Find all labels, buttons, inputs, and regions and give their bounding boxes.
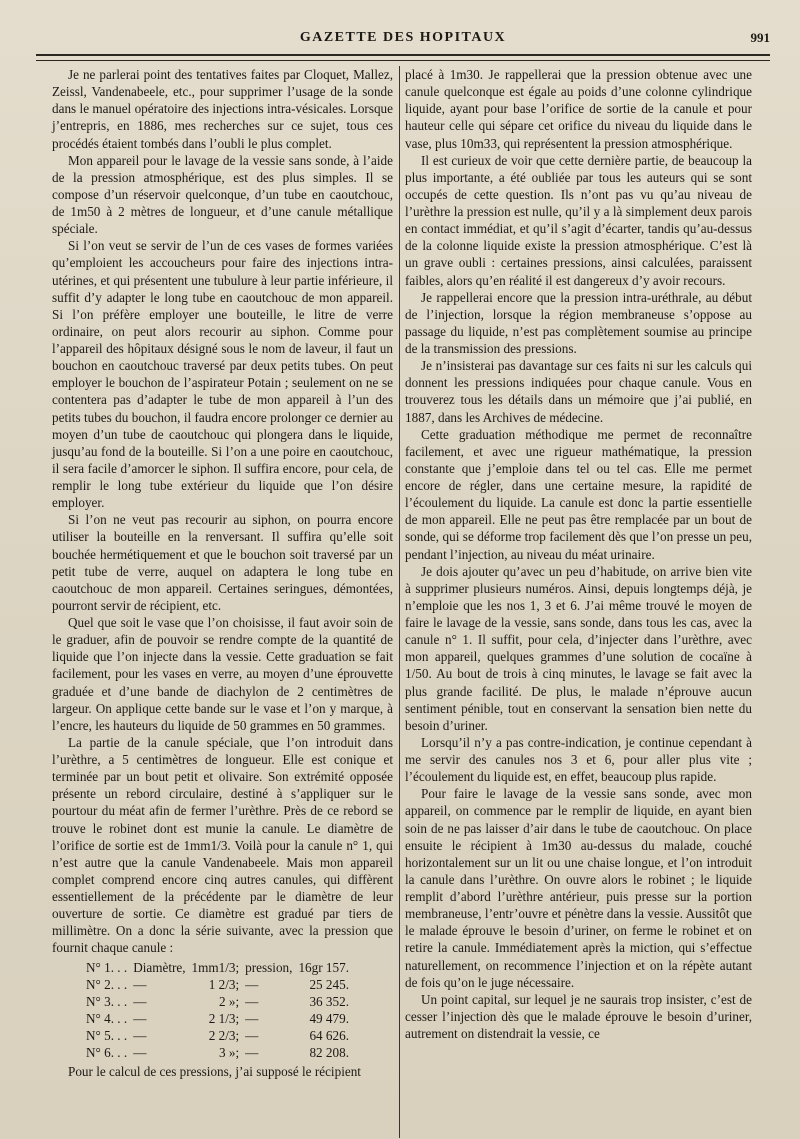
table-cell: 16gr 157. xyxy=(298,959,349,975)
paragraph: Quel que soit le vase que l’on choisisse, il faut avoir soin de le graduer, afin de pouvoir se rendre compte de la quantité de liquide que l’on injecte dans la vessie. Cette graduation se fait facilement, pour les vases en verre, au moyen d’une éprouvette graduée et d’une bande de diachylon de 2 centimètres de largeur. On applique cette bande sur le vase et l’on y marque, à l’encre, les hauteurs du liquide de 50 grammes en 50 grammes. xyxy=(52,615,393,733)
table-cell: 25 245. xyxy=(309,976,349,992)
paragraph: Si l’on ne veut pas recourir au siphon, on pourra encore utiliser la bouteille en la renversant. Il suffira qu’elle soit bouchée hermétiquement et que le bouchon soit traversé par un petit tube de verre, auquel on adaptera le long tube en caoutchouc de mon appareil. Certaines seringues, démontées, pourront servir de récipient, etc. xyxy=(52,512,393,613)
table-cell: 2 2/3; xyxy=(208,1028,240,1043)
table-cell: — xyxy=(133,1028,147,1043)
table-cell: 64 626. xyxy=(309,1028,349,1043)
paragraph: placé à 1m30. Je rappellerai que la pression obtenue avec une canule quelconque est égale au poids d’une colonne cylindrique liquide, ayant pour base l’orifice de sortie de la canule et pour hauteur celle qui sépare cet orifice du niveau du liquide dans le vase, plus 10m33, qui représentent la pression atmosphérique. xyxy=(405,67,752,151)
table-cell: 3 »; xyxy=(219,1045,240,1061)
table-cell: 49 479. xyxy=(309,1010,349,1026)
paragraph: Je n’insisterai pas davantage sur ces faits ni sur les calculs qui donnent les pressions indiquées pour chaque canule. Vous en trouverez tous les détails dans un mémoire que j’ai publié, en 1887, dans les Archives de médecine. xyxy=(405,358,752,425)
column-divider xyxy=(399,66,400,1138)
table-cell: 36 352. xyxy=(309,993,349,1009)
running-head: GAZETTE DES HOPITAUX xyxy=(299,30,507,45)
table-cell: — xyxy=(133,1010,147,1026)
header-rule-thick xyxy=(36,54,770,56)
table-cell: — xyxy=(133,976,147,992)
table-row xyxy=(86,1010,355,1027)
paragraph: La partie de la canule spéciale, que l’on introduit dans l’urèthre, a 5 centimètres de longueur. Elle est conique et terminée par un bout petit et olivaire. Son extrémité opposée présente un rebord circulaire, destiné à s’appliquer sur le pourtour du méat afin de fermer l’urèthre. Près de ce rebord se trouve le robinet dont est munie la canule. Le diamètre de l’orifice de sortie est de 1mm1/3. Voilà pour la canule n° 1, qui n’est autre que la canule Vandenabeele. Mais mon appareil complet comprend encore cinq autres canules, qui diffèrent essentiellement de la précédente par le diamètre de leur ouverture de sortie. Ce diamètre est gradué par tiers de millimètre. On a donc la série suivante, avec la pression que fournit chaque canule : xyxy=(52,734,393,956)
table-cell: — xyxy=(245,1010,259,1026)
table-cell: — xyxy=(245,976,259,992)
paragraph: Cette graduation méthodique me permet de reconnaître facilement, et avec une rigueur mathématique, la pression constante que j’emploie dans tel ou tel cas. Elle me permet encore de régler, dans une certaine mesure, la rapidité de l’écoulement du liquide. La canule est donc la partie essentielle de mon appareil. Elle ne peut pas être remplacée par un bout de sonde, qui se déforme trop facilement dès que l’on presse un peu, pendant l’injection, au niveau du méat urinaire. xyxy=(405,426,752,562)
table-cell: Diamètre, xyxy=(133,959,186,975)
left-column xyxy=(52,66,393,1080)
table-row xyxy=(86,1027,355,1044)
table-cell: N° 2. . . xyxy=(86,976,128,992)
table-cell: — xyxy=(245,1045,259,1061)
table-cell: pression, xyxy=(245,959,293,975)
paragraph: Lorsqu’il n’y a pas contre-indication, je continue cependant à me servir des canules nos 3 et 6, pour aller plus vite ; l’écoulement du liquide est, en effet, beaucoup plus rapide. xyxy=(405,734,752,785)
table-cell: 1mm1/3; xyxy=(191,959,240,975)
canula-pressure-table xyxy=(86,959,355,1062)
paragraph: Je ne parlerai point des tentatives faites par Cloquet, Mallez, Zeissl, Vandenabeele, etc., pour supprimer l’usage de la sonde dans le manuel opératoire des injections intra-vésicales. Lorsque j’entrepris, en 1886, mes recherches sur ce sujet, tous ces procédés étaient tombés dans l’oubli le plus complet. xyxy=(52,67,393,151)
paragraph: Un point capital, sur lequel je ne saurais trop insister, c’est de cesser l’injection dès que le malade éprouve le besoin d’uriner, autrement on distendrait la vessie, ce xyxy=(405,991,752,1041)
table-cell: 82 208. xyxy=(309,1045,349,1061)
paragraph: Si l’on veut se servir de l’un de ces vases de formes variées qu’emploient les accoucheurs pour faire des injections intra-utérines, et qui présentent une tubulure à leur partie inférieure, il suffit d’y adapter le long tube en caoutchouc de mon appareil. Si l’on préfère employer une bouteille, le litre de verre ordinaire, on peut alors recourir au siphon. Comme pour l’appareil des hôpitaux désigné sous le nom de laveur, il faut un bouchon en caoutchouc traversé par deux petits tubes. On peut employer le bouchon de l’aspirateur Potain ; seulement on ne se contentera pas d’adapter le tube de mon appareil à l’un des petits tubes du bouchon, il faudra encore prolonger ce dernier au moyen d’un tube de caoutchouc qui plongera dans le liquide, jusqu’au fond de la bouteille. Si l’on a une poire en caoutchouc, il sera facile d’amorcer le siphon. Il suffira encore, pour cela, de remplir le long tube extérieur du liquide que l’on désire employer. xyxy=(52,238,393,511)
table-cell: N° 1. . . xyxy=(86,959,128,975)
table-cell: 1 2/3; xyxy=(208,976,240,992)
header-rule-thin xyxy=(36,60,770,61)
table-cell: N° 3. . . xyxy=(86,993,128,1009)
right-column xyxy=(405,66,752,1042)
paragraph: Mon appareil pour le lavage de la vessie sans sonde, à l’aide de la pression atmosphérique, est des plus simples. Il se compose d’un réservoir quelconque, d’un tube en caoutchouc, de 1m50 à 2 mètres de longueur, et d’une canule métallique spéciale. xyxy=(52,152,393,237)
paragraph: Je dois ajouter qu’avec un peu d’habitude, on arrive bien vite à supprimer plusieurs numéros. Ainsi, depuis longtemps déjà, je n’emploie que les nos 1, 3 et 6. J’ai même trouvé le moyen de faire le lavage de la vessie, sans sonde, dans tous les cas, avec la canule n° 1. Il suffit, pour cela, d’injecter dans l’urèthre, avec mon appareil, quelques grammes d’une solution de cocaïne à 1/50. Au bout de trois à cinq minutes, le lavage se fait avec la plus grande facilité. De plus, le malade n’éprouve aucun sentiment pénible, tout en conservant la sensation bien nette du besoin d’uriner. xyxy=(405,563,752,733)
paragraph: Je rappellerai encore que la pression intra-uréthrale, au début de l’injection, lorsque la région membraneuse s’oppose au passage du liquide, n’est pas complètement soumise au principe de la transmission des pressions. xyxy=(405,289,752,356)
page-number: 991 xyxy=(750,30,770,45)
table-row xyxy=(86,959,355,976)
table-cell: — xyxy=(245,1028,259,1043)
table-cell: N° 4. . . xyxy=(86,1010,128,1026)
table-cell: N° 5. . . xyxy=(86,1028,128,1043)
table-cell: 2 »; xyxy=(219,993,240,1009)
table-cell: — xyxy=(133,1045,147,1061)
table-cell: N° 6. . . xyxy=(86,1045,128,1061)
page-header xyxy=(36,30,770,50)
table-row xyxy=(86,976,355,993)
table-row xyxy=(86,993,355,1010)
paragraph: Pour le calcul de ces pressions, j’ai supposé le récipient xyxy=(68,1064,361,1080)
paragraph: Il est curieux de voir que cette dernière partie, de beaucoup la plus importante, a été oubliée par tous les auteurs qui se sont occupés de cette question. Ils n’ont pas vu qu’au niveau de l’urèthre la pression est nulle, qu’il y a là simplement deux parois en contact immédiat, et qu’il s’agit d’écarter, tandis qu’au-dessus de la colonne liquide existe la pression atmosphérique. C’est là un grave oubli : certaines pressions, ainsi calculées, paraissent faibles, alors qu’en réalité il est dangereux d’y avoir recours. xyxy=(405,152,752,288)
paragraph: Pour faire le lavage de la vessie sans sonde, avec mon appareil, on commence par le remplir de liquide, en ayant bien soin de ne pas laisser d’air dans le tube de caoutchouc. On place ensuite le récipient à 1m30 au-dessus du malade, couché horizontalement sur un lit ou une chaise longue, et l’on introduit la canule dans l’urèthre. On ouvre alors le robinet ; le liquide remplit d’abord l’urèthre antérieur, puis presse sur la portion membraneuse, l’entr’ouvre et pénètre dans la vessie. Aussitôt que le malade éprouve le besoin d’uriner, on ferme le robinet et on retire la canule. Immédiatement après la miction, qui s’effectue naturellement, on recommence l’injection et on la répète autant de fois qu’on le juge nécessaire. xyxy=(405,786,752,990)
table-cell: 2 1/3; xyxy=(208,1010,240,1026)
table-cell: — xyxy=(245,993,259,1009)
table-cell: — xyxy=(133,993,147,1009)
table-row xyxy=(86,1044,355,1061)
